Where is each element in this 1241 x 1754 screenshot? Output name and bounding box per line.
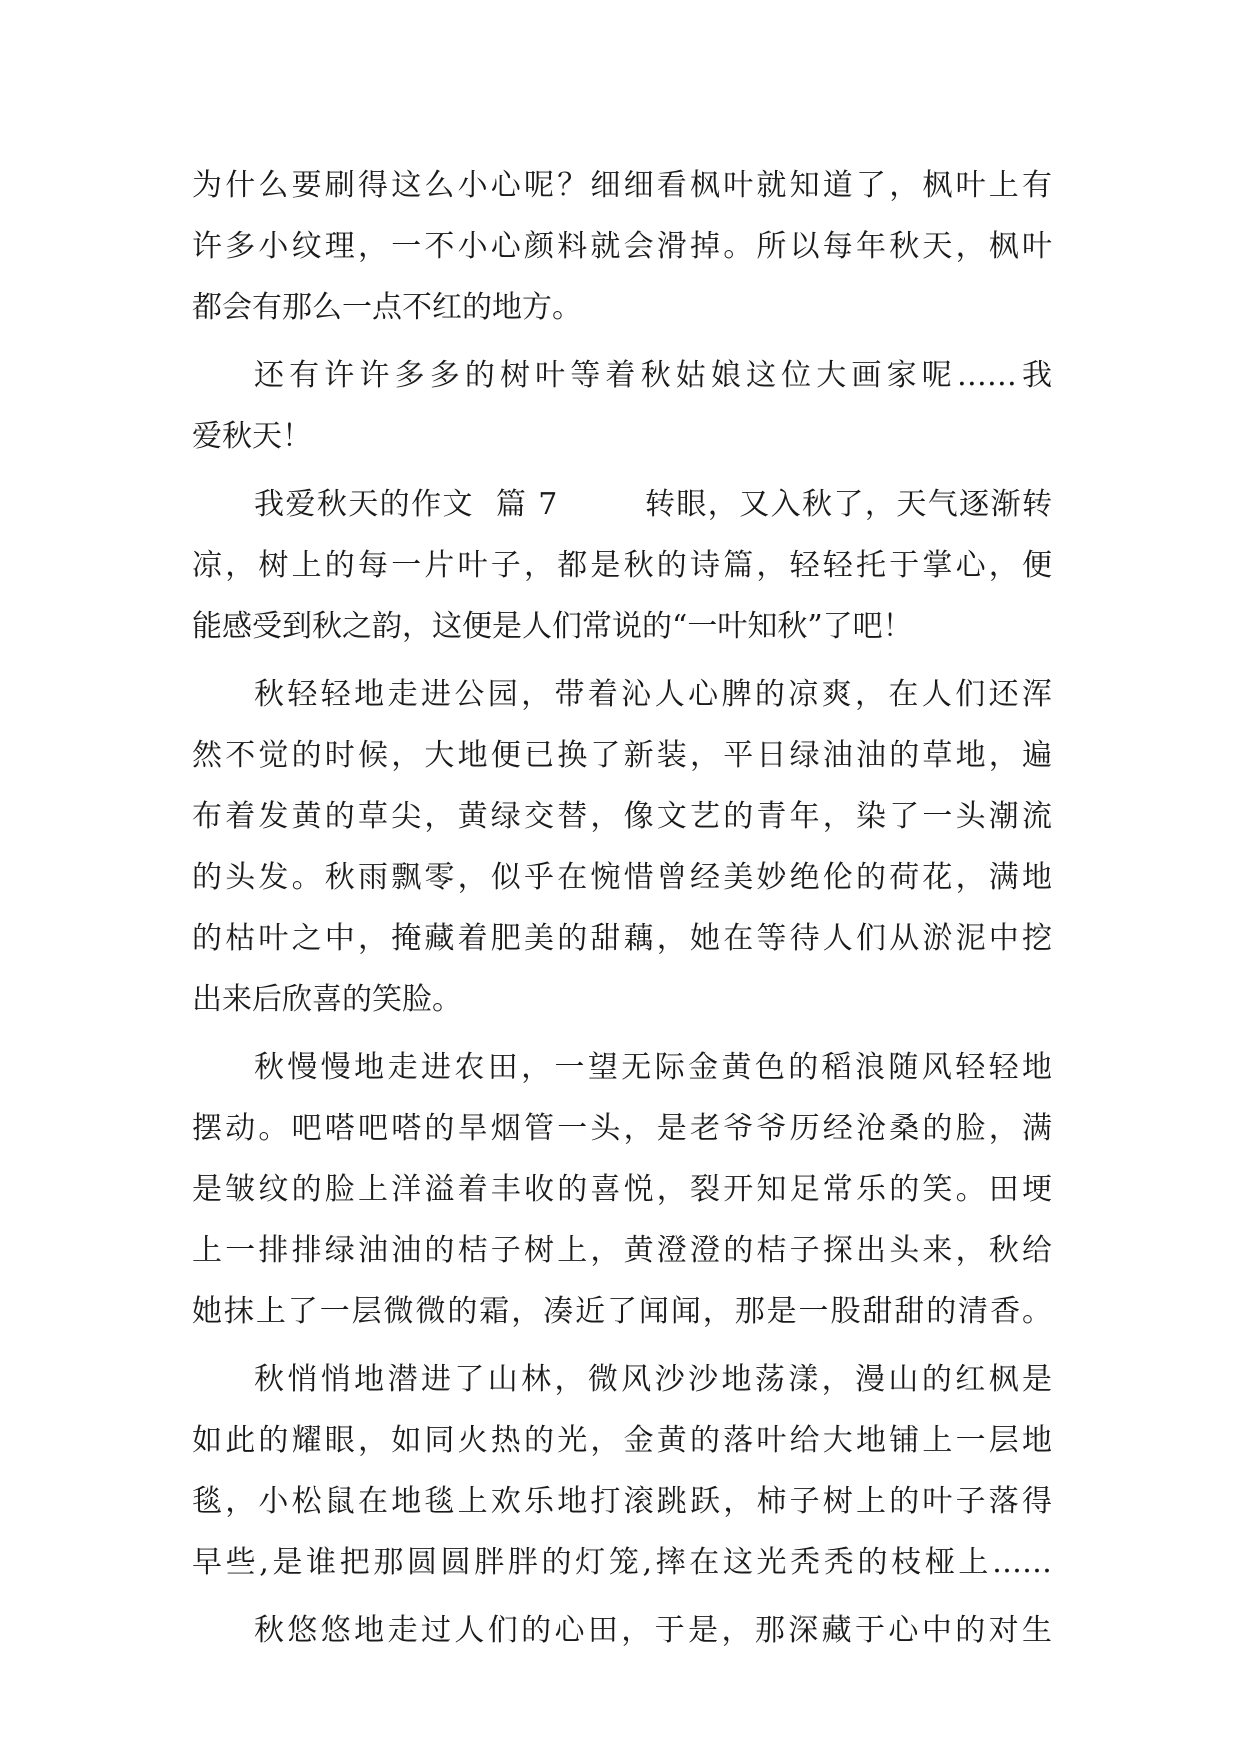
text-line: 凉，树上的每一片叶子，都是秋的诗篇，轻轻托于掌心，便 (192, 548, 1052, 583)
text-line: 能感受到秋之韵，这便是人们常说的“一叶知秋”了吧！ (192, 609, 913, 644)
paragraph (192, 1349, 1052, 1593)
text-line: 然不觉的时候，大地便已换了新装，平日绿油油的草地，遍 (192, 738, 1052, 773)
paragraph (192, 1600, 1052, 1661)
paragraph (192, 1037, 1052, 1342)
text-line: 我爱秋天的作文 篇 7 转眼，又入秋了，天气逐渐转 (254, 487, 1052, 522)
text-line: 如此的耀眼，如同火热的光，金黄的落叶给大地铺上一层地 (192, 1423, 1052, 1458)
text-line: 布着发黄的草尖，黄绿交替，像文艺的青年，染了一头潮流 (192, 799, 1052, 834)
text-line: 为什么要刷得这么小心呢？细细看枫叶就知道了，枫叶上有 (192, 168, 1052, 203)
text-line: 秋轻轻地走进公园，带着沁人心脾的凉爽，在人们还浑 (254, 677, 1052, 712)
paragraph (192, 664, 1052, 1030)
paragraph (192, 345, 1052, 467)
paragraph (192, 474, 1052, 657)
text-line: 秋悠悠地走过人们的心田，于是，那深藏于心中的对生 (254, 1613, 1052, 1648)
text-line: 早些,是谁把那圆圆胖胖的灯笼,摔在这光秃秃的枝桠上…… (192, 1545, 1052, 1580)
paragraph (192, 155, 1052, 338)
text-line: 的枯叶之中，掩藏着肥美的甜藕，她在等待人们从淤泥中挖 (192, 921, 1052, 956)
text-line: 是皱纹的脸上洋溢着丰收的喜悦，裂开知足常乐的笑。田埂 (192, 1172, 1052, 1207)
document-body (192, 155, 1052, 1668)
text-line: 摆动。吧嗒吧嗒的旱烟管一头，是老爷爷历经沧桑的脸，满 (192, 1111, 1052, 1146)
text-line: 许多小纹理，一不小心颜料就会滑掉。所以每年秋天，枫叶 (192, 229, 1052, 264)
text-line: 毯，小松鼠在地毯上欢乐地打滚跳跃，柿子树上的叶子落得 (192, 1484, 1052, 1519)
text-line: 出来后欣喜的笑脸。 (192, 982, 462, 1017)
text-line: 爱秋天！ (192, 419, 312, 454)
text-line: 她抹上了一层微微的霜，凑近了闻闻，那是一股甜甜的清香。 (192, 1294, 1052, 1329)
text-line: 都会有那么一点不红的地方。 (192, 290, 582, 325)
text-line: 还有许许多多的树叶等着秋姑娘这位大画家呢……我 (254, 358, 1052, 393)
text-line: 的头发。秋雨飘零，似乎在惋惜曾经美妙绝伦的荷花，满地 (192, 860, 1052, 895)
text-line: 上一排排绿油油的桔子树上，黄澄澄的桔子探出头来，秋给 (192, 1233, 1052, 1268)
text-line: 秋悄悄地潜进了山林，微风沙沙地荡漾，漫山的红枫是 (254, 1362, 1052, 1397)
text-line: 秋慢慢地走进农田，一望无际金黄色的稻浪随风轻轻地 (254, 1050, 1052, 1085)
